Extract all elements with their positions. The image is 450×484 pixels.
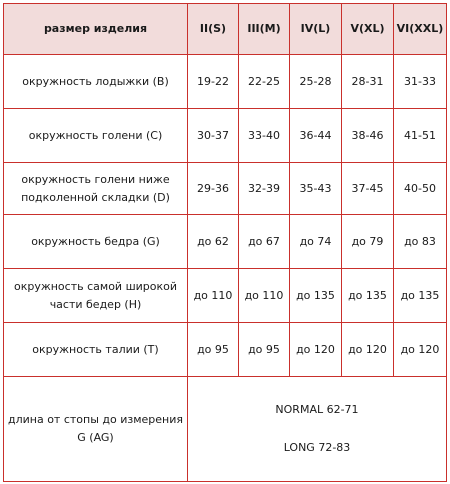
cell-hips-m: до 110	[239, 269, 290, 323]
length-long: LONG 72-83	[283, 441, 351, 454]
row-label-waist: окружность талии (T)	[4, 323, 188, 377]
cell-calf-s: 30-37	[188, 109, 239, 163]
cell-waist-xxl: до 120	[394, 323, 447, 377]
row-label-hips: окружность самой широкой части бедер (H)	[4, 269, 188, 323]
cell-calf-l: 36-44	[290, 109, 342, 163]
cell-thigh-l: до 74	[290, 215, 342, 269]
table-row-hips	[4, 269, 447, 323]
header-size-xxl: VI(XXL)	[394, 4, 447, 55]
cell-below-knee-s: 29-36	[188, 163, 239, 215]
cell-hips-l: до 135	[290, 269, 342, 323]
header-size-xl: V(XL)	[342, 4, 394, 55]
cell-thigh-m: до 67	[239, 215, 290, 269]
table-row-calf	[4, 109, 447, 163]
cell-waist-s: до 95	[188, 323, 239, 377]
cell-below-knee-l: 35-43	[290, 163, 342, 215]
length-spacer	[190, 419, 444, 439]
cell-below-knee-m: 32-39	[239, 163, 290, 215]
cell-below-knee-xxl: 40-50	[394, 163, 447, 215]
cell-waist-m: до 95	[239, 323, 290, 377]
table-row-ankle	[4, 55, 447, 109]
cell-ankle-xl: 28-31	[342, 55, 394, 109]
header-size-s: II(S)	[188, 4, 239, 55]
size-chart-table	[3, 3, 447, 482]
cell-below-knee-xl: 37-45	[342, 163, 394, 215]
cell-hips-s: до 110	[188, 269, 239, 323]
cell-thigh-xxl: до 83	[394, 215, 447, 269]
cell-ankle-xxl: 31-33	[394, 55, 447, 109]
table-row-below-knee	[4, 163, 447, 215]
cell-length-variants	[188, 377, 447, 482]
cell-thigh-s: до 62	[188, 215, 239, 269]
row-label-length: длина от стопы до измерения G (AG)	[4, 377, 188, 482]
header-size-l: IV(L)	[290, 4, 342, 55]
table-row-thigh	[4, 215, 447, 269]
table-row-length	[4, 377, 447, 482]
row-label-calf: окружность голени (C)	[4, 109, 188, 163]
cell-calf-m: 33-40	[239, 109, 290, 163]
header-size-label: размер изделия	[4, 4, 188, 55]
cell-hips-xl: до 135	[342, 269, 394, 323]
cell-calf-xl: 38-46	[342, 109, 394, 163]
cell-waist-xl: до 120	[342, 323, 394, 377]
row-label-below-knee: окружность голени ниже подколенной складки (D)	[4, 163, 188, 215]
cell-thigh-xl: до 79	[342, 215, 394, 269]
header-row	[4, 4, 447, 55]
row-label-ankle: окружность лодыжки (B)	[4, 55, 188, 109]
cell-ankle-l: 25-28	[290, 55, 342, 109]
table-row-waist	[4, 323, 447, 377]
length-normal: NORMAL 62-71	[275, 403, 359, 416]
cell-ankle-m: 22-25	[239, 55, 290, 109]
cell-calf-xxl: 41-51	[394, 109, 447, 163]
cell-waist-l: до 120	[290, 323, 342, 377]
row-label-thigh: окружность бедра (G)	[4, 215, 188, 269]
cell-hips-xxl: до 135	[394, 269, 447, 323]
header-size-m: III(M)	[239, 4, 290, 55]
cell-ankle-s: 19-22	[188, 55, 239, 109]
